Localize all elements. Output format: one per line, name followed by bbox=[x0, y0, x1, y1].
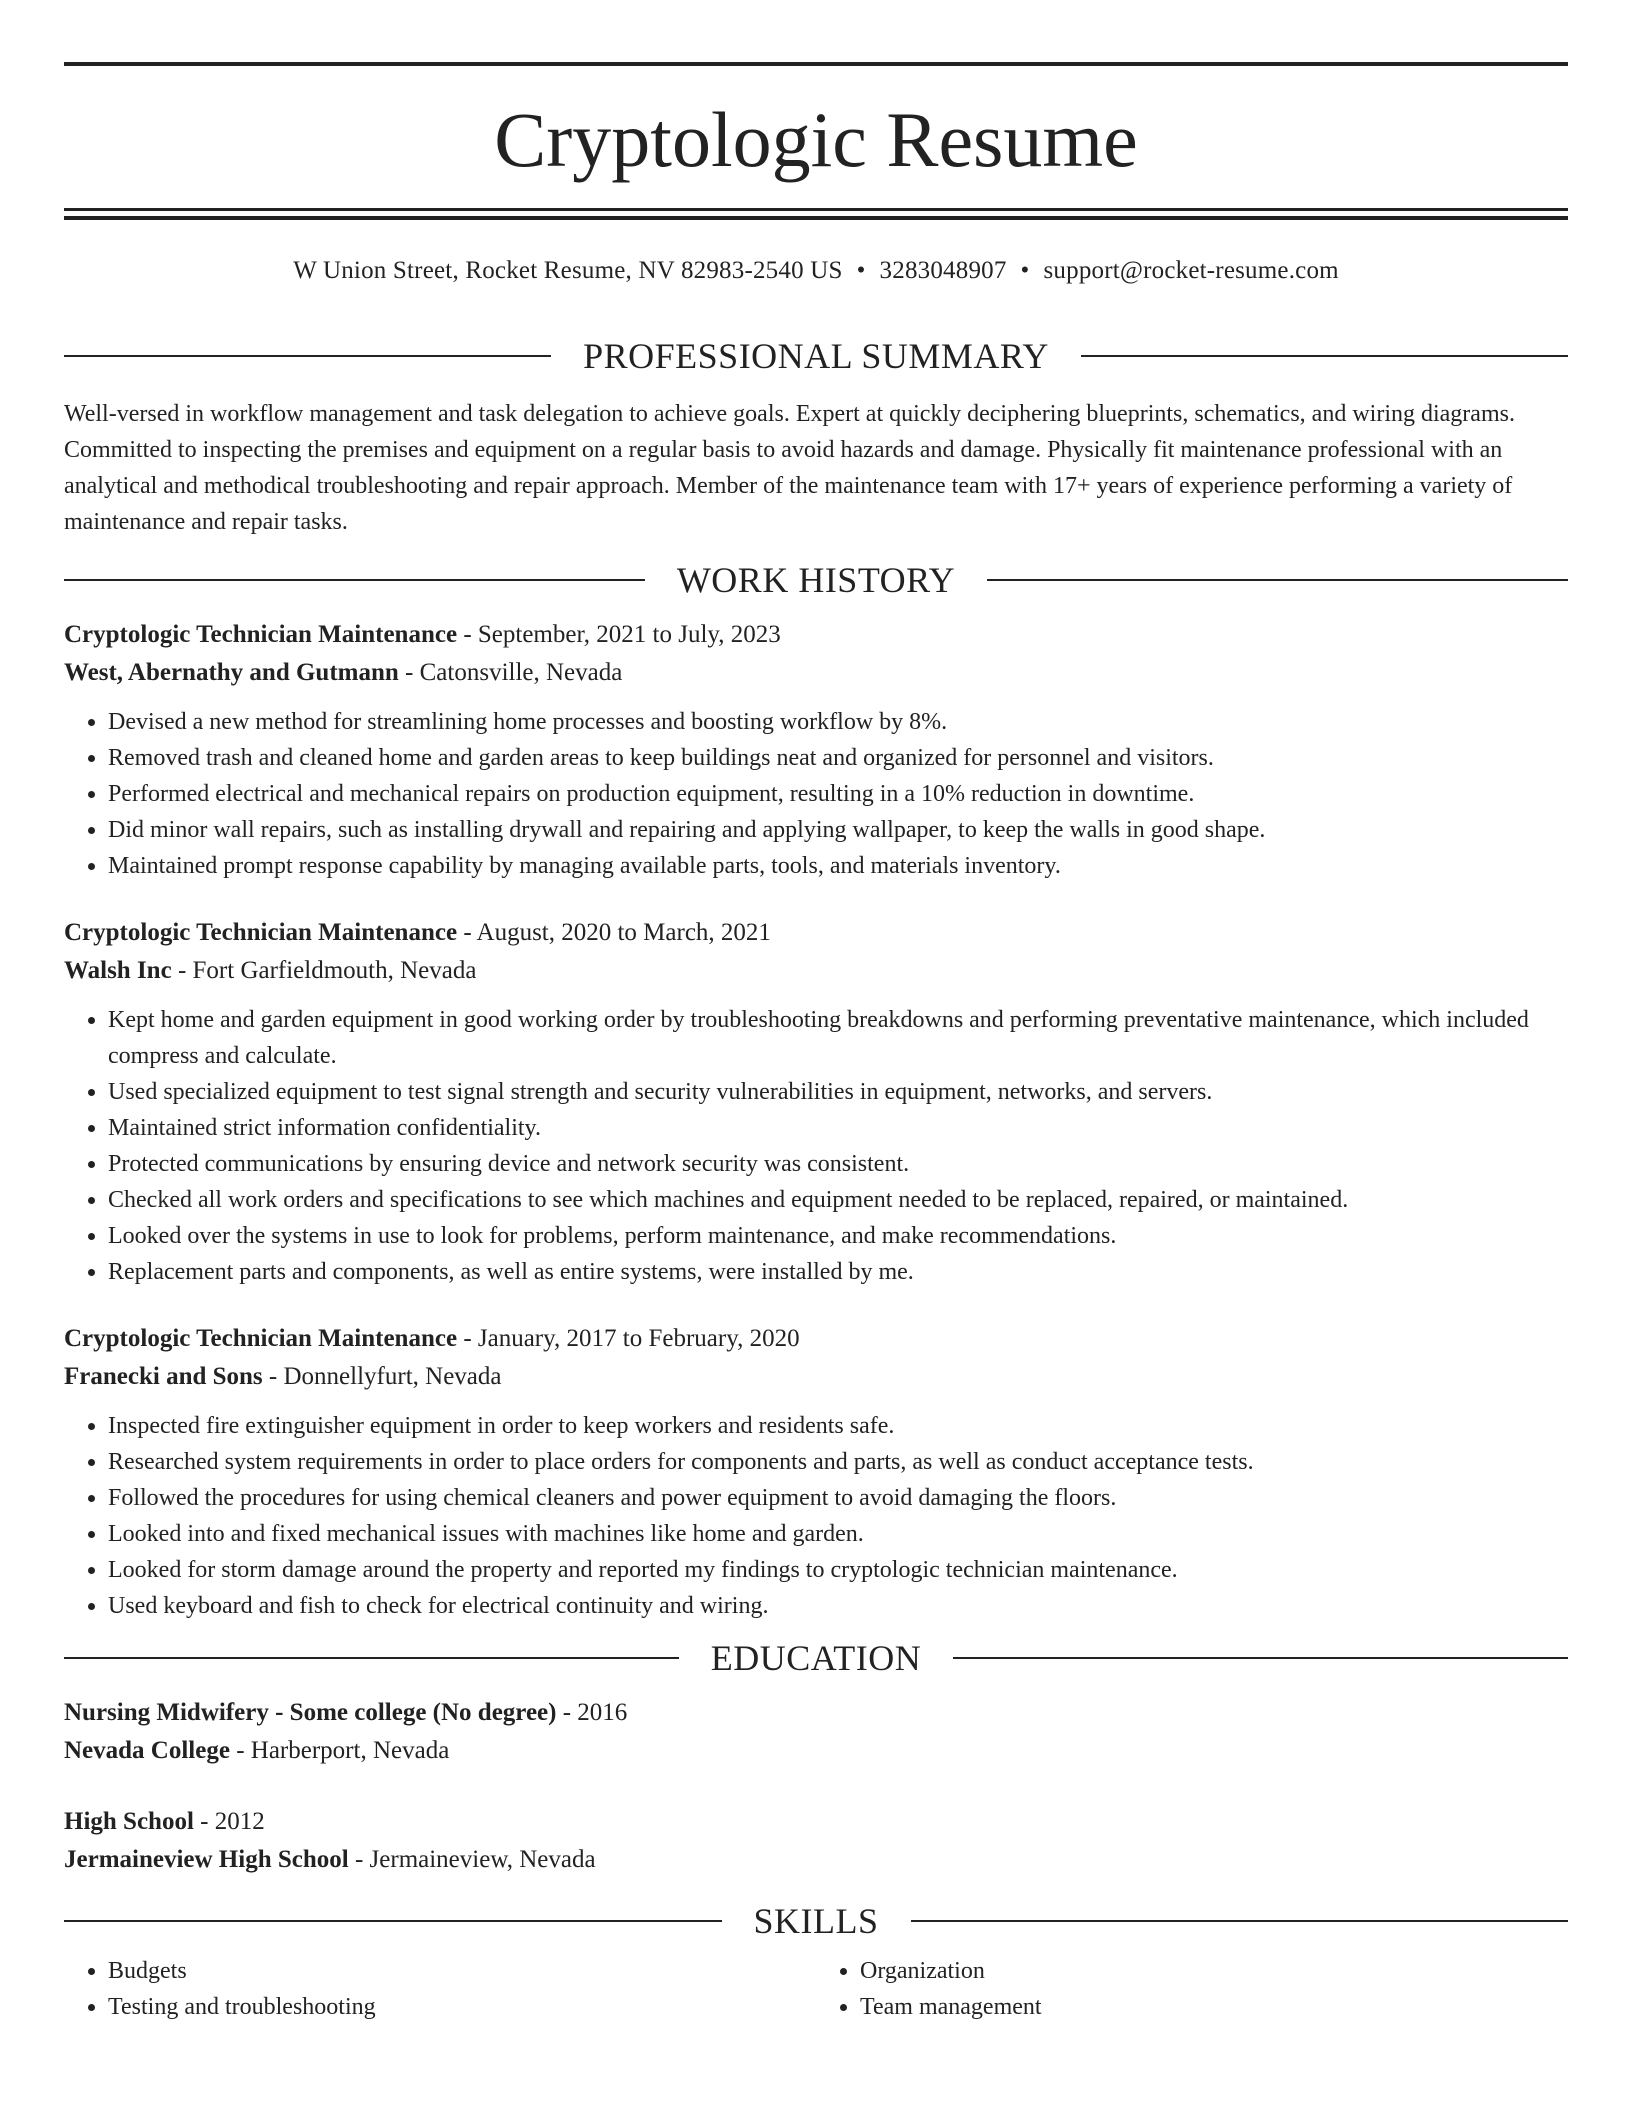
education-year: - 2016 bbox=[556, 1699, 628, 1726]
list-item: • Performed electrical and mechanical repairs on production equipment, resulting in a 10% reduction in downtime. bbox=[108, 776, 1568, 812]
education-year: - 2012 bbox=[193, 1808, 265, 1835]
skills-column-right bbox=[816, 1953, 1568, 2025]
resume-title: Cryptologic Resume bbox=[494, 96, 1138, 183]
job-title-line bbox=[64, 914, 1568, 952]
list-item: • Researched system requirements in order to place orders for components and parts, as well as conduct acceptance tests. bbox=[108, 1444, 1568, 1480]
contact-address: W Union Street, Rocket Resume, NV 82983-2540 US bbox=[293, 257, 843, 284]
section-title: PROFESSIONAL SUMMARY bbox=[583, 336, 1049, 376]
title-rule-lower bbox=[64, 216, 1568, 220]
job-company-line bbox=[64, 1358, 1568, 1396]
job-company: Franecki and Sons bbox=[64, 1363, 263, 1390]
list-item: • Kept home and garden equipment in good working order by troubleshooting breakdowns and performing preventative maintenance, which included compress and calculate. bbox=[108, 1002, 1568, 1074]
summary-text: Well-versed in workflow management and task delegation to achieve goals. Expert at quickly deciphering blueprints, schematics, and wiring diagrams. Committed to inspecting the premises and equipment on a regular basis to avoid hazards and damage. Physically fit maintenance professional with an analytical and methodical troubleshooting and repair approach. Member of the maintenance team with 17+ years of experience performing a variety of maintenance and repair tasks. bbox=[64, 401, 1515, 535]
divider-line bbox=[987, 579, 1568, 581]
skill-item: • Organization bbox=[860, 1953, 1568, 1989]
section-title: WORK HISTORY bbox=[676, 560, 956, 600]
skill-item: • Testing and troubleshooting bbox=[108, 1989, 816, 2025]
education-degree-line bbox=[64, 1694, 1568, 1732]
divider-line bbox=[64, 1920, 722, 1922]
job-location: - Catonsville, Nevada bbox=[398, 659, 623, 686]
education-school-line bbox=[64, 1732, 1568, 1770]
list-item: • Replacement parts and components, as well as entire systems, were installed by me. bbox=[108, 1254, 1568, 1290]
job-location: - Fort Garfieldmouth, Nevada bbox=[171, 957, 477, 984]
list-item: • Maintained strict information confidentiality. bbox=[108, 1110, 1568, 1146]
divider-line bbox=[64, 579, 645, 581]
skills-list bbox=[64, 1951, 1568, 2025]
section-header-education bbox=[64, 1628, 1568, 1688]
skill-item: • Budgets bbox=[108, 1953, 816, 1989]
job-bullets bbox=[64, 704, 1568, 884]
section-title: EDUCATION bbox=[710, 1638, 922, 1678]
job-title-line bbox=[64, 616, 1568, 654]
job-title: Cryptologic Technician Maintenance bbox=[64, 621, 458, 648]
section-header-work bbox=[64, 550, 1568, 610]
education-location: - Harberport, Nevada bbox=[229, 1737, 450, 1764]
list-item: • Did minor wall repairs, such as installing drywall and repairing and applying wallpaper, to keep the walls in good shape. bbox=[108, 812, 1568, 848]
job-dates: - September, 2021 to July, 2023 bbox=[457, 621, 781, 648]
divider-line bbox=[911, 1920, 1569, 1922]
education-degree: High School bbox=[64, 1808, 194, 1835]
job-entry bbox=[64, 616, 1568, 884]
education-entry bbox=[64, 1694, 1568, 1770]
job-title: Cryptologic Technician Maintenance bbox=[64, 919, 458, 946]
education-school: Jermaineview High School bbox=[64, 1846, 349, 1873]
job-title-line bbox=[64, 1320, 1568, 1358]
section-header-summary bbox=[64, 326, 1568, 386]
list-item: • Checked all work orders and specifications to see which machines and equipment needed to be replaced, repaired, or maintained. bbox=[108, 1182, 1568, 1218]
job-company: West, Abernathy and Gutmann bbox=[64, 659, 399, 686]
contact-separator: • bbox=[856, 257, 866, 284]
list-item: • Protected communications by ensuring device and network security was consistent. bbox=[108, 1146, 1568, 1182]
section-title: SKILLS bbox=[753, 1901, 879, 1941]
education-degree: Nursing Midwifery - Some college (No degree) bbox=[64, 1699, 557, 1726]
job-location: - Donnellyfurt, Nevada bbox=[262, 1363, 502, 1390]
education-entry bbox=[64, 1803, 1568, 1879]
job-entry bbox=[64, 914, 1568, 1290]
list-item: • Followed the procedures for using chemical cleaners and power equipment to avoid damaging the floors. bbox=[108, 1480, 1568, 1516]
job-company-line bbox=[64, 952, 1568, 990]
section-header-skills bbox=[64, 1891, 1568, 1951]
contact-email: support@rocket-resume.com bbox=[1043, 257, 1339, 284]
job-entry bbox=[64, 1320, 1568, 1624]
education-school-line bbox=[64, 1841, 1568, 1879]
education-school: Nevada College bbox=[64, 1737, 230, 1764]
list-item: • Inspected fire extinguisher equipment in order to keep workers and residents safe. bbox=[108, 1408, 1568, 1444]
list-item: • Looked into and fixed mechanical issues with machines like home and garden. bbox=[108, 1516, 1568, 1552]
divider-line bbox=[64, 355, 551, 357]
job-title: Cryptologic Technician Maintenance bbox=[64, 1325, 458, 1352]
job-company: Walsh Inc bbox=[64, 957, 172, 984]
title-rule-upper bbox=[64, 208, 1568, 211]
divider-line bbox=[1081, 355, 1568, 357]
job-bullets bbox=[64, 1002, 1568, 1290]
divider-line bbox=[64, 1657, 679, 1659]
job-dates: - August, 2020 to March, 2021 bbox=[457, 919, 771, 946]
top-rule bbox=[64, 62, 1568, 66]
contact-separator: • bbox=[1020, 257, 1030, 284]
list-item: • Maintained prompt response capability by managing available parts, tools, and materials inventory. bbox=[108, 848, 1568, 884]
list-item: • Used specialized equipment to test signal strength and security vulnerabilities in equipment, networks, and servers. bbox=[108, 1074, 1568, 1110]
resume-content bbox=[64, 326, 1568, 2025]
list-item: • Devised a new method for streamlining home processes and boosting workflow by 8%. bbox=[108, 704, 1568, 740]
list-item: • Looked for storm damage around the property and reported my findings to cryptologic technician maintenance. bbox=[108, 1552, 1568, 1588]
divider-line bbox=[953, 1657, 1568, 1659]
contact-line bbox=[64, 254, 1568, 288]
skills-column-left bbox=[64, 1953, 816, 2025]
job-bullets bbox=[64, 1408, 1568, 1624]
list-item: • Removed trash and cleaned home and garden areas to keep buildings neat and organized for personnel and visitors. bbox=[108, 740, 1568, 776]
list-item: • Used keyboard and fish to check for electrical continuity and wiring. bbox=[108, 1588, 1568, 1624]
job-dates: - January, 2017 to February, 2020 bbox=[457, 1325, 800, 1352]
list-item: • Looked over the systems in use to look for problems, perform maintenance, and make recommendations. bbox=[108, 1218, 1568, 1254]
education-degree-line bbox=[64, 1803, 1568, 1841]
education-location: - Jermaineview, Nevada bbox=[348, 1846, 596, 1873]
skill-item: • Team management bbox=[860, 1989, 1568, 2025]
contact-phone: 3283048907 bbox=[879, 257, 1007, 284]
job-company-line bbox=[64, 654, 1568, 692]
